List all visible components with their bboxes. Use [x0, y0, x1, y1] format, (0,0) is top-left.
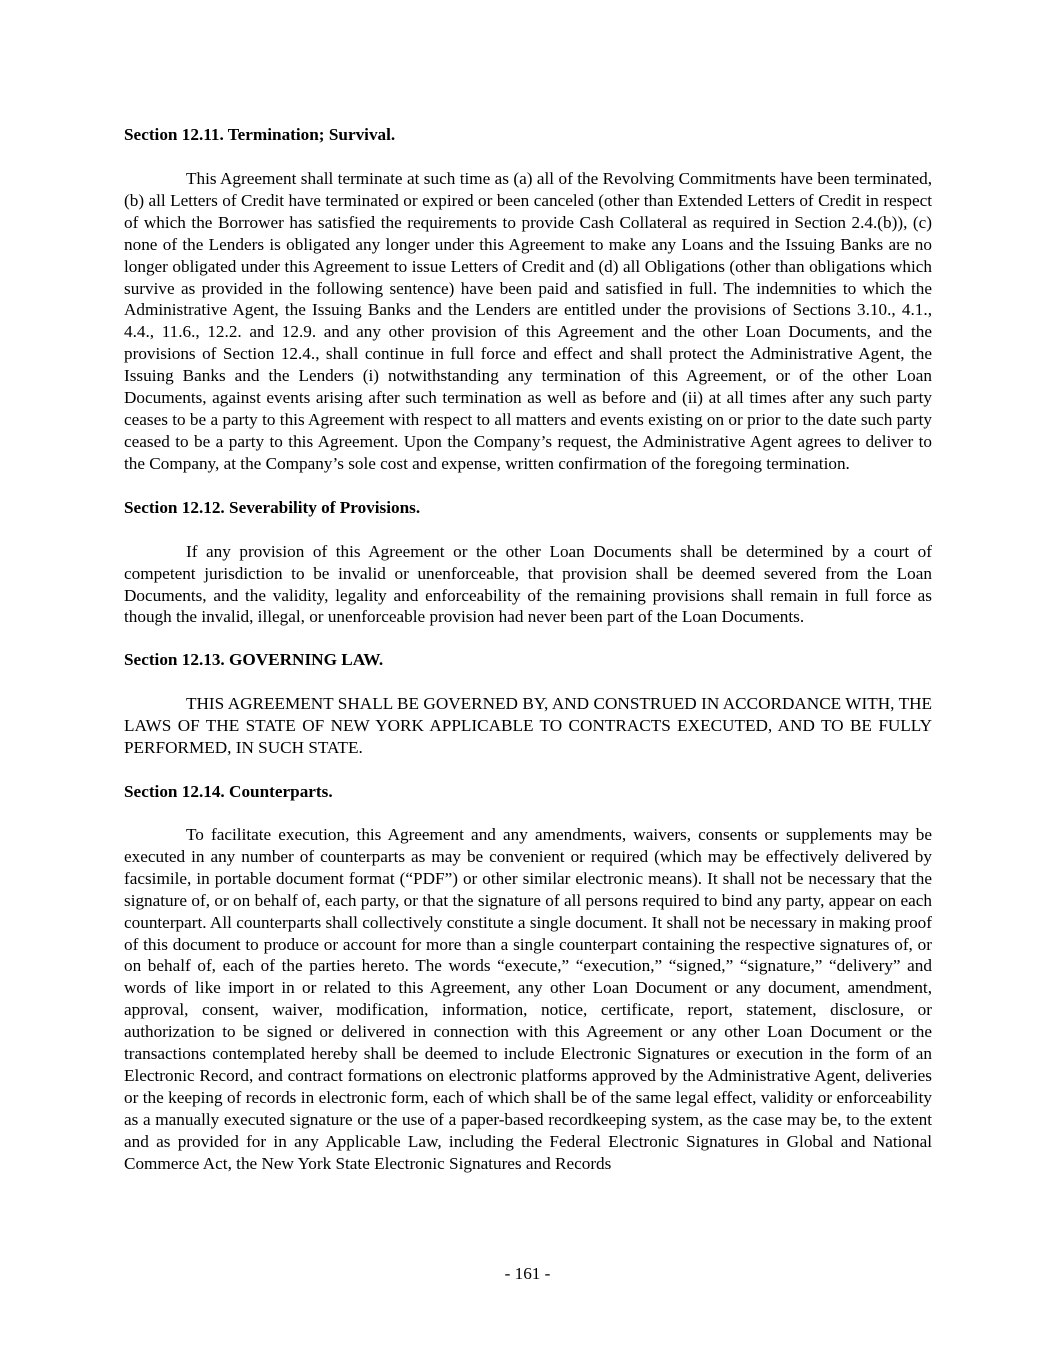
section-body-12-13: THIS AGREEMENT SHALL BE GOVERNED BY, AND CONSTRUED IN ACCORDANCE WITH, THE LAWS OF THE STATE OF NEW YORK APPLICABLE TO CONTRACTS EXECUTED, AND TO BE FULLY PERFORMED, IN SUCH STATE.	[124, 694, 932, 758]
section-body-12-14: To facilitate execution, this Agreement and any amendments, waivers, consents or supplements may be executed in any number of counterparts as may be convenient or required (which may be effectively delivered by facsimile, in portable document format (“PDF”) or other similar electronic means). It shall not be necessary that the signature of, or on behalf of, each party, or that the signature of all persons required to bind any party, appear on each counterpart. All counterparts shall collectively constitute a single document. It shall not be necessary in making proof of this document to produce or account for more than a single counterpart containing the respective signatures of, or on behalf of, each of the parties hereto. The words “execute,” “execution,” “signed,” “signature,” “delivery” and words of like import in or related to this Agreement, any other Loan Document or any document, amendment, approval, consent, waiver, modification, information, notice, certificate, report, statement, disclosure, or authorization to be signed or delivered in connection with this Agreement or any other Loan Document or the transactions contemplated hereby shall be deemed to include Electronic Signatures or execution in the form of an Electronic Record, and contract formations on electronic platforms approved by the Administrative Agent, deliveries or the keeping of records in electronic form, each of which shall be of the same legal effect, validity or enforceability as a manually executed signature or the use of a paper-based recordkeeping system, as the case may be, to the extent and as provided for in any Applicable Law, including the Federal Electronic Signatures in Global and National Commerce Act, the New York State Electronic Signatures and Records	[124, 825, 932, 1173]
section-heading-12-11: Section 12.11. Termination; Survival.	[124, 125, 396, 144]
section-body-12-11: This Agreement shall terminate at such time as (a) all of the Revolving Commitments have been terminated, (b) all Letters of Credit have terminated or expired or been canceled (other than Extended Letters of Credit in respect of which the Borrower has satisfied the requirements to provide Cash Collateral as required in Section 2.4.(b)), (c) none of the Lenders is obligated any longer under this Agreement to make any Loans and the Issuing Banks are no longer obligated under this Agreement to issue Letters of Credit and (d) all Obligations (other than obligations which survive as provided in the following sentence) have been paid and satisfied in full. The indemnities to which the Administrative Agent, the Issuing Banks and the Lenders are entitled under the provisions of Sections 3.10., 4.1., 4.4., 11.6., 12.2. and 12.9. and any other provision of this Agreement and the other Loan Documents, and the provisions of Section 12.4., shall continue in full force and effect and shall protect the Administrative Agent, the Issuing Banks and the Lenders (i) notwithstanding any termination of this Agreement, or of the other Loan Documents, against events arising after such termination as well as before and (ii) at all times after any such party ceases to be a party to this Agreement with respect to all matters and events existing on or prior to the date such party ceased to be a party to this Agreement. Upon the Company’s request, the Administrative Agent agrees to deliver to the Company, at the Company’s sole cost and expense, written confirmation of the foregoing termination.	[124, 169, 932, 473]
section-body-12-12: If any provision of this Agreement or the other Loan Documents shall be determined by a court of competent jurisdiction to be invalid or unenforceable, that provision shall be deemed severed from the Loan Documents, and the validity, legality and enforceability of the remaining provisions shall remain in full force as though the invalid, illegal, or unenforceable provision had never been part of the Loan Documents.	[124, 541, 932, 627]
page-content	[124, 124, 932, 1175]
section-heading-12-13: Section 12.13. GOVERNING LAW.	[124, 650, 384, 670]
page-number: - 161 -	[504, 1264, 551, 1283]
section-heading-12-12: Section 12.12. Severability of Provisions.	[124, 497, 421, 517]
section-heading-12-14: Section 12.14. Counterparts.	[124, 782, 333, 802]
